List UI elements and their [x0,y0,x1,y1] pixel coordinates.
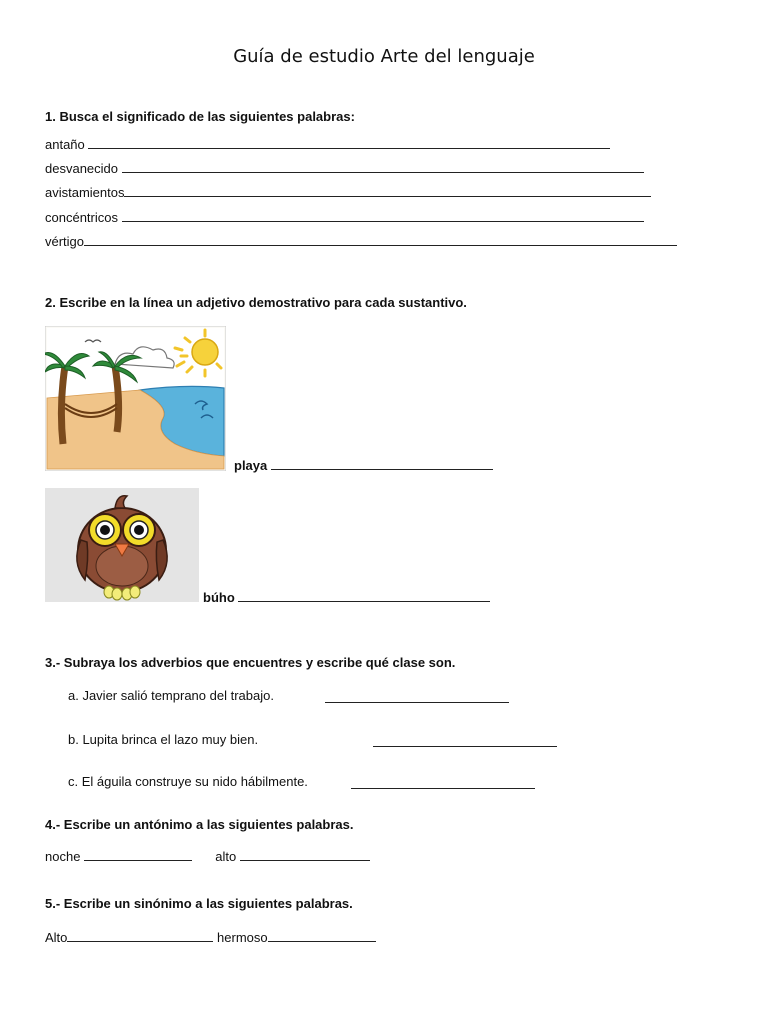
q4-word: noche [45,849,81,864]
answer-line[interactable] [67,930,213,942]
q4-word: alto [215,849,237,864]
answer-line[interactable] [351,777,535,789]
question-4-heading: 4.- Escribe un antónimo a las siguientes palabras. [45,817,354,832]
answer-line[interactable] [325,691,509,703]
q2-noun: playa [234,458,268,473]
q3-sentence: c. El águila construye su nido hábilmente. [68,774,308,789]
question-1-heading: 1. Busca el significado de las siguientes palabras: [45,109,355,124]
q1-row-1 [45,137,610,152]
q1-word: antaño [45,137,85,152]
q1-word: avistamientos [45,185,125,200]
question-5-heading: 5.- Escribe un sinónimo a las siguientes palabras. [45,896,353,911]
q3-sentence: a. Javier salió temprano del trabajo. [68,688,274,703]
q1-row-5 [45,234,677,249]
q1-row-4 [45,210,644,225]
q1-word: vértigo [45,234,85,249]
q5-word: hermoso [217,930,268,945]
q1-word: desvanecido [45,161,118,176]
answer-line[interactable] [373,735,557,747]
owl-icon [45,488,199,602]
answer-line[interactable] [88,137,610,149]
q1-word: concéntricos [45,210,118,225]
q2-row-1 [234,458,493,473]
answer-line[interactable] [268,930,376,942]
answer-line[interactable] [240,849,370,861]
answer-line[interactable] [238,590,490,602]
page-title: Guía de estudio Arte del lenguaje [233,46,535,67]
q2-row-2 [203,590,490,605]
answer-line[interactable] [271,458,493,470]
beach-illustration [45,326,226,471]
beach-icon [45,326,226,471]
answer-line[interactable] [122,161,644,173]
answer-line[interactable] [124,185,651,197]
question-3-heading: 3.- Subraya los adverbios que encuentres y escribe qué clase son. [45,655,456,670]
q1-row-2 [45,161,644,176]
q3-sentence: b. Lupita brinca el lazo muy bien. [68,732,259,747]
answer-line[interactable] [84,234,677,246]
q2-noun: búho [203,590,235,605]
q4-row [45,849,370,864]
answer-line[interactable] [84,849,192,861]
owl-illustration [45,488,199,602]
answer-line[interactable] [122,210,644,222]
q5-row [45,930,376,945]
q1-row-3 [45,185,651,200]
question-2-heading: 2. Escribe en la línea un adjetivo demostrativo para cada sustantivo. [45,295,467,310]
q5-word: Alto [45,930,68,945]
